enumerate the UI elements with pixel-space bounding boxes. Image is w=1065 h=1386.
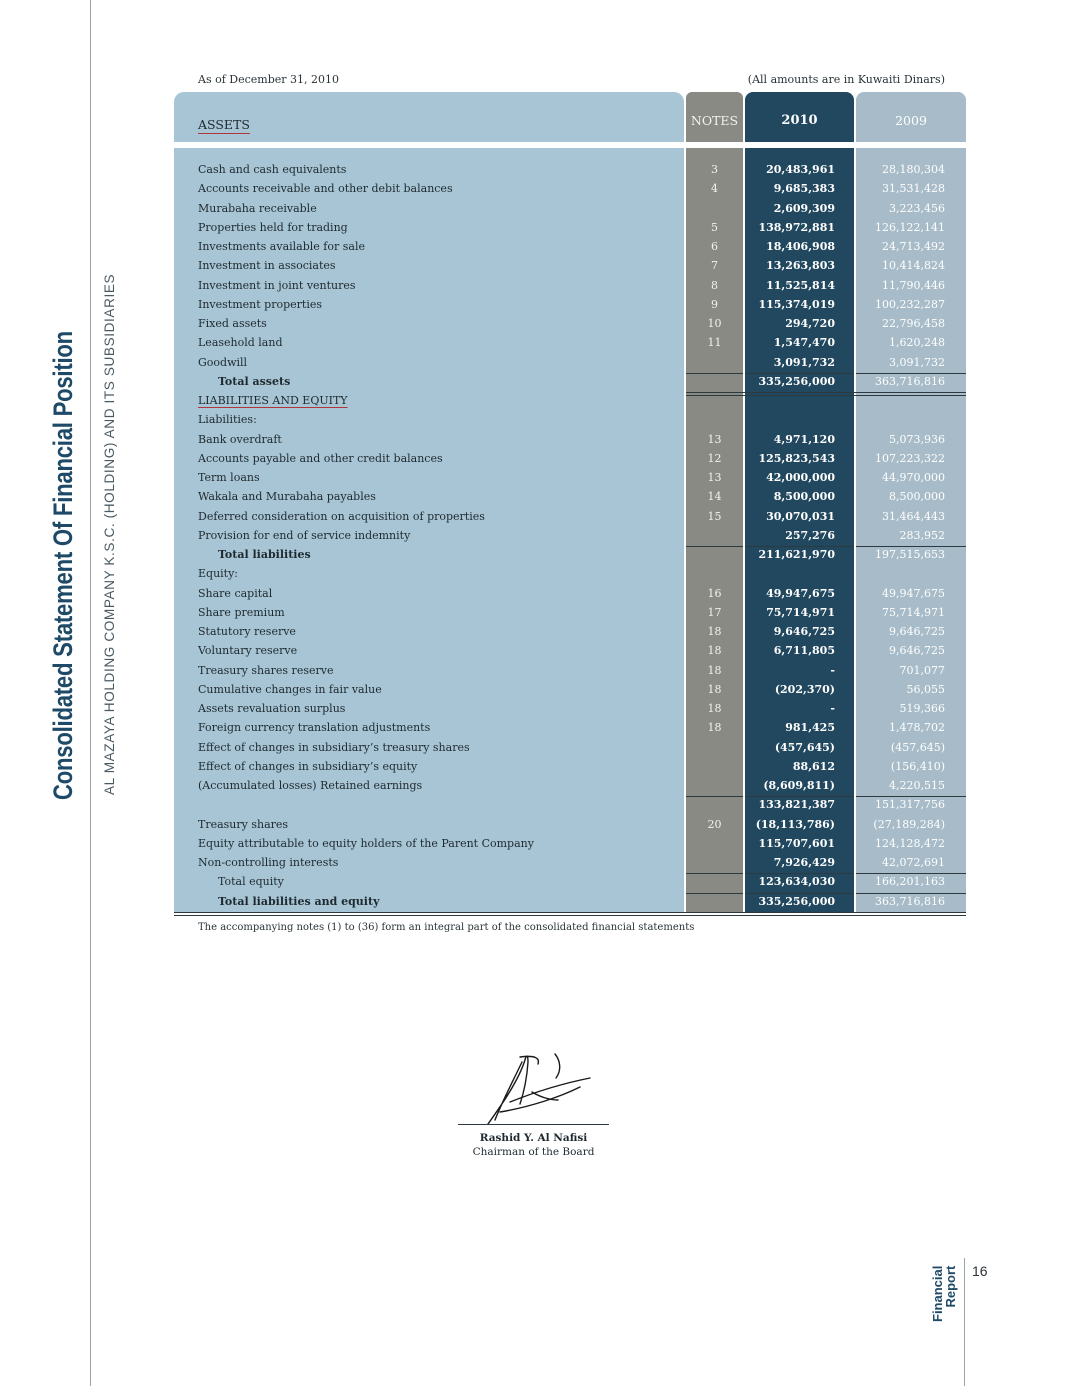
table-row [0,702,1065,721]
row-note: 13 [707,432,722,446]
value-2010: 20,483,961 [766,163,835,176]
table-row [0,818,1065,837]
row-label: Wakala and Murabaha payables [198,490,376,504]
value-2009: 8,500,000 [889,490,945,504]
row-label: (Accumulated losses) Retained earnings [198,779,423,792]
row-note: 16 [707,586,722,600]
row-note: 20 [707,817,722,831]
table-row [0,760,1065,779]
table-row [0,163,1065,182]
table-row [0,721,1065,740]
assets-heading: ASSETS [198,117,250,132]
row-label: Cash and cash equivalents [198,163,347,176]
value-2010: 115,374,019 [758,297,835,311]
table-row [0,567,1065,586]
table-row [0,529,1065,548]
value-2010: (8,609,811) [763,779,835,792]
signatory-name: Rashid Y. Al Nafisi [479,1132,588,1144]
value-2009: 75,714,971 [882,605,945,619]
notes-column-header: NOTES [690,113,739,128]
year-2010-column-header: 2010 [781,113,818,128]
value-2010: 42,000,000 [766,471,835,484]
row-note: 10 [707,317,722,330]
row-label: Term loans [198,471,260,484]
table-row [0,202,1065,221]
value-2010: 49,947,675 [766,586,835,600]
section-label-line1: Financial [930,1265,945,1322]
subtotal-rule [686,546,743,547]
row-label: Assets revaluation surplus [198,702,346,715]
value-2010: 981,425 [785,721,835,735]
row-label: Voluntary reserve [198,644,298,658]
table-row [0,452,1065,471]
subtotal-rule [856,546,966,547]
row-label: Goodwill [198,355,248,369]
value-2010: (202,370) [774,682,835,696]
right-footer-rule [964,1258,965,1386]
value-2009: 5,073,936 [889,432,945,446]
subtotal-rule [686,873,743,874]
table-row [0,664,1065,683]
subtotal-rule [745,373,854,374]
year-2009-column-header: 2009 [895,113,927,128]
value-2010: 123,634,030 [758,875,835,889]
row-label: Accounts payable and other credit balances [198,451,443,465]
value-2009: 701,077 [899,663,945,677]
row-label: Liabilities: [198,413,257,427]
value-2010: 9,646,725 [773,625,835,638]
value-2010: 9,685,383 [773,182,835,196]
subtotal-rule [856,796,966,797]
table-row [0,798,1065,817]
value-2009: 10,414,824 [882,259,945,273]
section-label-line2: Report [943,1265,958,1308]
row-label: Effect of changes in subsidiary’s equity [198,759,418,773]
row-label: Total equity [218,875,284,889]
value-2010: (18,113,786) [755,817,835,831]
table-row [0,317,1065,336]
row-label: Total liabilities and equity [218,894,380,908]
row-label: Treasury shares reserve [198,663,334,677]
row-label: Cumulative changes in fair value [198,682,382,696]
table-row [0,779,1065,798]
total-double-rule [174,912,966,913]
value-2009: 22,796,458 [882,317,945,330]
footnote: The accompanying notes (1) to (36) form an integral part of the consolidated financial statements [198,922,695,933]
row-note: 4 [711,182,718,196]
row-label: Fixed assets [198,317,267,330]
value-2010: 6,711,805 [773,644,835,658]
subtotal-rule [856,873,966,874]
value-2010: 7,926,429 [773,856,835,869]
table-row [0,279,1065,298]
row-label: Equity: [198,567,239,581]
value-2009: (27,189,284) [873,817,945,831]
subtotal-rule [686,373,743,374]
row-note: 18 [707,644,722,658]
row-note: 6 [711,240,718,253]
value-2010: 2,609,309 [773,201,835,215]
row-note: 3 [711,163,718,176]
table-row [0,625,1065,644]
row-label: Properties held for trading [198,220,348,234]
signatory-role: Chairman of the Board [472,1146,595,1158]
row-label: Investment in joint ventures [198,278,356,292]
row-label: Foreign currency translation adjustments [198,721,431,735]
value-2010: 133,821,387 [758,798,835,812]
page-title: Consolidated Statement Of Financial Position [48,331,78,800]
row-label: Total assets [218,374,291,388]
table-row [0,587,1065,606]
table-row [0,895,1065,914]
total-double-rule [174,915,966,916]
row-note: 12 [707,451,722,465]
value-2009: 100,232,287 [875,297,945,311]
value-2009: 1,478,702 [889,721,945,735]
row-note: 11 [707,336,722,350]
value-2010: 115,707,601 [758,836,835,850]
value-2009: 31,464,443 [882,509,945,523]
subtotal-rule [745,873,854,874]
table-row [0,394,1065,413]
row-label: Investments available for sale [198,240,365,253]
value-2009: 363,716,816 [875,894,945,908]
value-2010: 88,612 [792,759,835,773]
value-2009: 31,531,428 [882,182,945,196]
row-note: 17 [707,605,722,619]
value-2010: 125,823,543 [758,451,835,465]
table-row [0,741,1065,760]
value-2010: 3,091,732 [773,355,835,369]
row-note: 18 [707,663,722,677]
row-label: Effect of changes in subsidiary’s treasury shares [198,740,470,754]
row-label: Investment in associates [198,259,336,273]
subtotal-rule [745,893,854,894]
table-row [0,606,1065,625]
value-2009: 1,620,248 [889,336,945,350]
value-2009: (457,645) [890,740,945,754]
value-2009: 28,180,304 [882,163,945,176]
table-row [0,644,1065,663]
table-row [0,490,1065,509]
value-2009: 9,646,725 [889,644,945,658]
header-separator [856,142,966,148]
value-2009: 519,366 [899,702,945,715]
value-2009: 3,223,456 [889,201,945,215]
row-label: Murabaha receivable [198,201,317,215]
value-2010: 335,256,000 [758,374,835,388]
value-2009: 283,952 [899,528,945,542]
value-2009: 363,716,816 [875,374,945,388]
row-note: 15 [707,509,722,523]
chairman-signature [480,1052,600,1127]
table-row [0,336,1065,355]
value-2009: 124,128,472 [875,836,945,850]
value-2009: 24,713,492 [882,240,945,253]
value-2009: 3,091,732 [889,355,945,369]
row-label: LIABILITIES AND EQUITY [198,394,348,407]
value-2010: 13,263,803 [766,259,835,273]
value-2009: 9,646,725 [889,625,945,638]
table-row [0,240,1065,259]
value-2009: 4,220,515 [889,779,945,792]
row-label: Non-controlling interests [198,856,339,869]
row-note: 13 [707,471,722,484]
value-2009: 151,317,756 [875,798,945,812]
row-label: Provision for end of service indemnity [198,528,411,542]
page-number: 16 [972,1263,988,1279]
row-label: Deferred consideration on acquisition of properties [198,509,485,523]
value-2010: 11,525,814 [766,278,835,292]
value-2010: 211,621,970 [758,548,835,561]
signature-line [458,1124,609,1125]
value-2009: 197,515,653 [875,548,945,561]
value-2009: 44,970,000 [882,471,945,484]
table-row [0,182,1065,201]
row-label: Investment properties [198,297,322,311]
value-2010: 4,971,120 [773,432,835,446]
value-2010: 257,276 [785,528,835,542]
value-2010: 8,500,000 [773,490,835,504]
value-2010: - [830,663,835,677]
row-label: Statutory reserve [198,625,296,638]
value-2009: (156,410) [890,759,945,773]
row-note: 18 [707,721,722,735]
table-row [0,683,1065,702]
table-row [0,259,1065,278]
value-2009: 107,223,322 [875,451,945,465]
value-2010: 294,720 [785,317,835,330]
value-2010: 138,972,881 [758,220,835,234]
row-note: 18 [707,682,722,696]
table-row [0,356,1065,375]
row-label: Total liabilities [218,548,311,561]
currency-note: (All amounts are in Kuwaiti Dinars) [747,73,945,86]
value-2009: 49,947,675 [882,586,945,600]
company-name: AL MAZAYA HOLDING COMPANY K.S.C. (HOLDING) AND ITS SUBSIDIARIES [102,273,117,795]
table-row [0,548,1065,567]
value-2010: 30,070,031 [766,509,835,523]
table-row [0,221,1065,240]
row-label: Accounts receivable and other debit balances [198,182,453,196]
table-row [0,471,1065,490]
row-note: 7 [711,259,718,273]
value-2010: (457,645) [774,740,835,754]
row-note: 5 [711,220,718,234]
value-2009: 42,072,691 [882,856,945,869]
statement-date: As of December 31, 2010 [198,73,339,86]
value-2009: 56,055 [906,682,945,696]
table-row [0,510,1065,529]
value-2009: 166,201,163 [875,875,945,889]
total-double-rule [686,392,966,393]
value-2010: - [830,702,835,715]
row-note: 8 [711,278,718,292]
row-label: Equity attributable to equity holders of the Parent Company [198,836,534,850]
row-label: Bank overdraft [198,432,282,446]
value-2010: 335,256,000 [758,894,835,908]
table-row [0,856,1065,875]
row-label: Share capital [198,586,273,600]
table-row [0,837,1065,856]
header-separator [174,142,684,148]
header-separator [745,142,854,148]
subtotal-rule [856,893,966,894]
table-row [0,375,1065,394]
value-2010: 1,547,470 [773,336,835,350]
subtotal-rule [856,373,966,374]
subtotal-rule [745,796,854,797]
subtotal-rule [686,796,743,797]
row-note: 18 [707,702,722,715]
header-separator [686,142,743,148]
table-row [0,875,1065,894]
subtotal-rule [745,546,854,547]
total-double-rule [686,395,966,396]
table-row [0,298,1065,317]
row-note: 14 [707,490,722,504]
row-label: Leasehold land [198,336,283,350]
value-2010: 75,714,971 [766,605,835,619]
table-row [0,413,1065,432]
value-2009: 11,790,446 [882,278,945,292]
row-note: 9 [711,297,718,311]
row-label: Treasury shares [198,817,289,831]
row-note: 18 [707,625,722,638]
value-2009: 126,122,141 [875,220,945,234]
row-label: Share premium [198,605,285,619]
section-label [931,1266,957,1322]
subtotal-rule [686,893,743,894]
table-row [0,433,1065,452]
value-2010: 18,406,908 [766,240,835,253]
